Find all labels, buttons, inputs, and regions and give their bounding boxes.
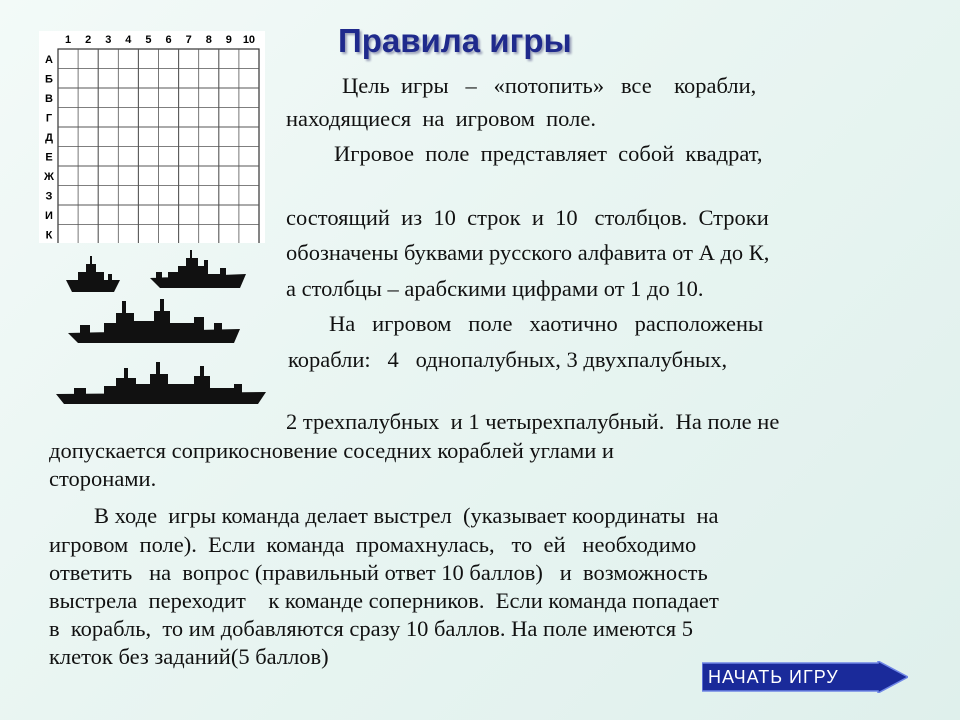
board-grid [39,31,265,243]
row-header: И [45,209,53,222]
column-header: 4 [125,34,132,46]
row-header: В [45,92,53,105]
rules-line: клеток без заданий(5 баллов) [49,644,329,669]
rules-line: ответить на вопрос (правильный ответ 10 баллов) и возможность [49,560,708,585]
rules-line: обозначены буквами русского алфавита от А до К, [286,240,770,265]
column-header: 3 [105,34,112,46]
rules-line: в корабль, то им добавляются сразу 10 баллов. На поле имеются 5 [49,616,693,641]
rules-line: На игровом поле хаотично расположены [329,311,764,336]
column-header: 9 [225,34,232,46]
rules-line: корабли: 4 однопалубных, 3 двухпалубных, [288,347,728,372]
start-game-label: НАЧАТЬ ИГРУ [708,667,839,687]
column-header: 8 [205,34,212,46]
rules-line: игровом поле). Если команда промахнулась, то ей необходимо [49,532,697,557]
rules-line: состоящий из 10 строк и 10 столбцов. Строки [286,205,769,230]
rules-line: сторонами. [49,466,157,491]
row-header: Б [45,73,53,86]
single-deck-ship-icon [64,250,124,296]
page-title: Правила игры [338,22,572,59]
row-header: Е [45,151,53,164]
game-board [39,31,265,243]
row-header: Г [45,112,53,125]
row-header: З [45,190,53,203]
quadruple-deck-ship-icon [54,358,268,410]
row-header: Ж [44,170,54,183]
rules-line: а столбцы – арабскими цифрами от 1 до 10. [286,276,704,301]
start-game-button[interactable] [702,661,908,693]
rules-line: выстрела переходит к команде соперников. Если команда попадает [49,588,719,613]
rules-line: допускается соприкосновение соседних кораблей углами и [49,438,614,463]
column-header: 10 [242,34,256,46]
column-header: 6 [165,34,172,46]
rules-line: 2 трехпалубных и 1 четырехпалубный. На поле не [286,409,780,434]
rules-line: В ходе игры команда делает выстрел (указывает координаты на [94,503,719,528]
rules-line: Игровое поле представляет собой квадрат, [334,141,763,166]
column-header: 7 [185,34,192,46]
row-header: А [45,53,53,66]
column-header: 5 [145,34,152,46]
rules-line: Цель игры – «потопить» все корабли, [342,73,757,98]
triple-deck-ship-icon [64,293,244,351]
column-header: 2 [85,34,92,46]
row-header: Д [45,131,53,144]
rules-line: находящиеся на игровом поле. [286,106,596,131]
double-deck-ship-icon [148,244,248,294]
row-header: К [45,229,53,242]
column-header: 1 [64,34,72,46]
